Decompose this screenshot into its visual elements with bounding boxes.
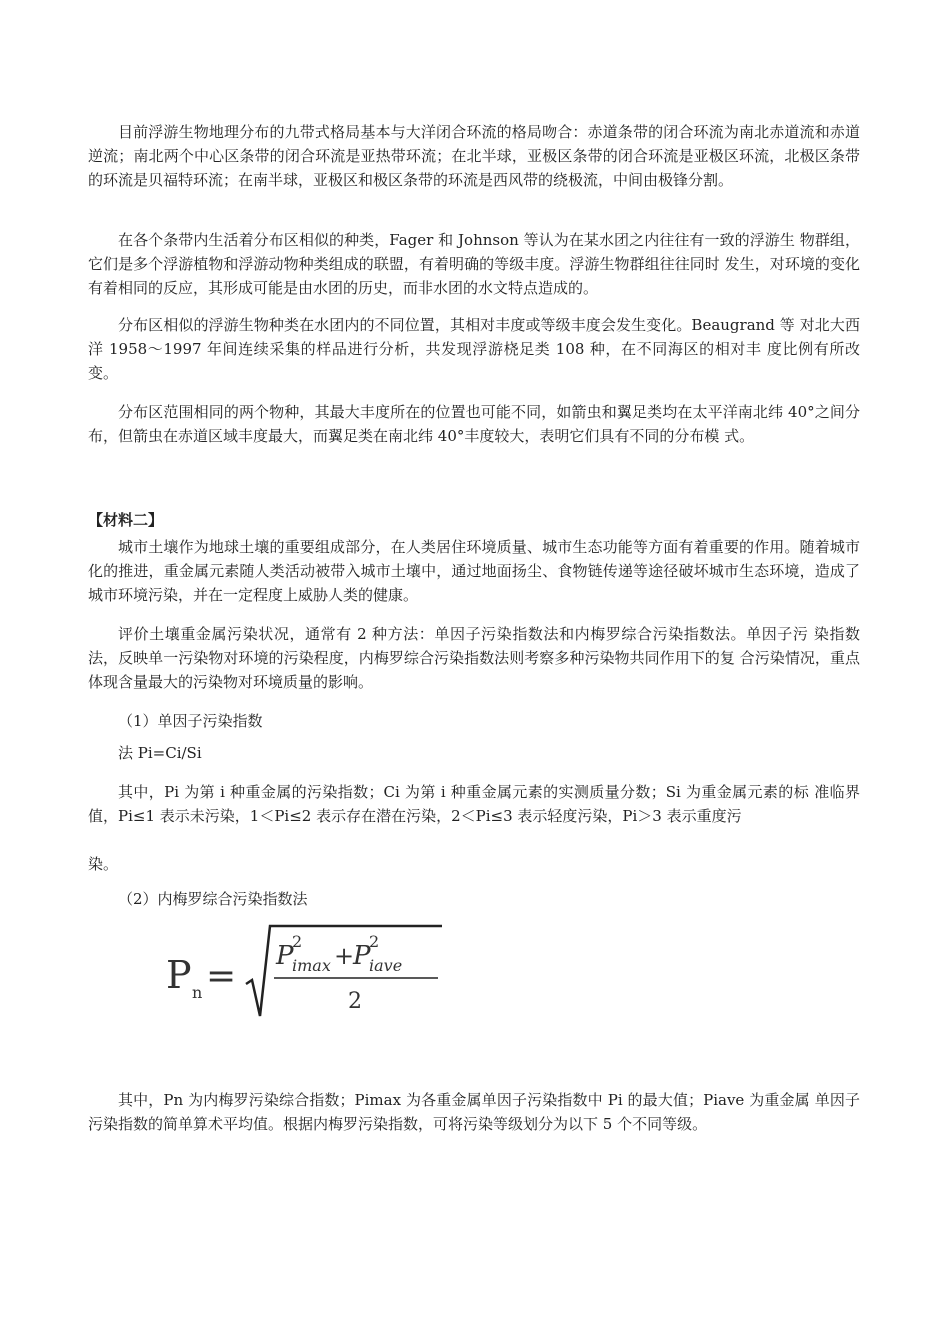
formula-lhs: P (166, 953, 192, 997)
paragraph-relative-abundance: 分布区相似的浮游生物种类在水团内的不同位置，其相对丰度或等级丰度会发生变化。Beaugrand 等 对北大西洋 1958～1997 年间连续采集的样品进行分析，共发现浮游桡足类 108 种，在不同海区的相对丰 度比例有所改变。 (88, 316, 860, 382)
formula-denominator: 2 (348, 989, 362, 1014)
formula-sqrt-sign (246, 926, 442, 1016)
formula-num1-sup: 2 (292, 932, 303, 951)
item-single-factor-title: （1）单因子污染指数 (118, 712, 263, 730)
paragraph-plankton-belts: 目前浮游生物地理分布的九带式格局基本与大洋闭合环流的格局吻合：赤道条带的闭合环流为南北赤道流和赤道逆流；南北两个中心区条带的闭合环流是亚热带环流；在北半球，亚极区条带的闭合环流是亚极区环流，北极区条带的环流是贝福特环流；在南半球，亚极区和极区条带的环流是西风带的绕极流，中间由极锋分割。 (88, 123, 860, 189)
section-heading-material-two: 【材料二】 (88, 511, 164, 529)
formula-num2: P (353, 941, 371, 971)
paragraph-evaluation-methods: 评价土壤重金属污染状况，通常有 2 种方法：单因子污染指数法和内梅罗综合污染指数法。单因子污 染指数法，反映单一污染物对环境的污染程度，内梅罗综合污染指数法则考察多种污染物共同作用下的复 合污染情况，重点体现含量最大的污染物对环境质量的影响。 (88, 625, 860, 691)
formula-num2-sub: iave (369, 956, 403, 975)
paragraph-distribution-pattern: 分布区范围相同的两个物种，其最大丰度所在的位置也可能不同，如箭虫和翼足类均在太平洋南北纬 40°之间分布，但箭虫在赤道区域丰度最大，而翼足类在南北纬 40°丰度较大，表明它们具有不同的分布模 式。 (88, 403, 860, 445)
formula-num1: P (276, 941, 294, 971)
paragraph-single-factor-end: 染。 (88, 855, 119, 873)
paragraph-plankton-groups: 在各个条带内生活着分布区相似的种类，Fager 和 Johnson 等认为在某水团之内往往有一致的浮游生 物群组，它们是多个浮游植物和浮游动物种类组成的联盟，有着明确的等级丰度。浮游生物群组往往同时 发生，对环境的变化有着相同的反应，其形成可能是由水团的历史，而非水团的水文特点造成的。 (88, 231, 860, 297)
nemerow-formula (160, 920, 460, 1020)
formula-equals: = (206, 956, 237, 997)
item-single-factor-formula: 法 Pi=Ci/Si (118, 744, 202, 762)
paragraph-single-factor-explanation: 其中，Pi 为第 i 种重金属的污染指数；Ci 为第 i 种重金属元素的实测质量分数；Si 为重金属元素的标 准临界值，Pi≤1 表示未污染，1＜Pi≤2 表示存在潜在污染，2＜Pi≤3 表示轻度污染，Pi＞3 表示重度污 (88, 783, 860, 825)
item-nemerow-title: （2）内梅罗综合污染指数法 (118, 890, 308, 908)
formula-plus: + (334, 942, 355, 970)
paragraph-urban-soil: 城市土壤作为地球土壤的重要组成部分，在人类居住环境质量、城市生态功能等方面有着重要的作用。随着城市化的推进，重金属元素随人类活动被带入城市土壤中，通过地面扬尘、食物链传递等途径破坏城市生态环境，造成了城市环境污染，并在一定程度上威胁人类的健康。 (88, 538, 860, 604)
formula-num1-sub: imax (292, 956, 331, 975)
formula-num2-sup: 2 (369, 932, 380, 951)
paragraph-nemerow-explanation: 其中，Pn 为内梅罗污染综合指数；Pimax 为各重金属单因子污染指数中 Pi 的最大值；Piave 为重金属 单因子污染指数的简单算术平均值。根据内梅罗污染指数，可将污染等级划分为以下 5 个不同等级。 (88, 1091, 860, 1133)
formula-lhs-sub: n (192, 983, 203, 1002)
